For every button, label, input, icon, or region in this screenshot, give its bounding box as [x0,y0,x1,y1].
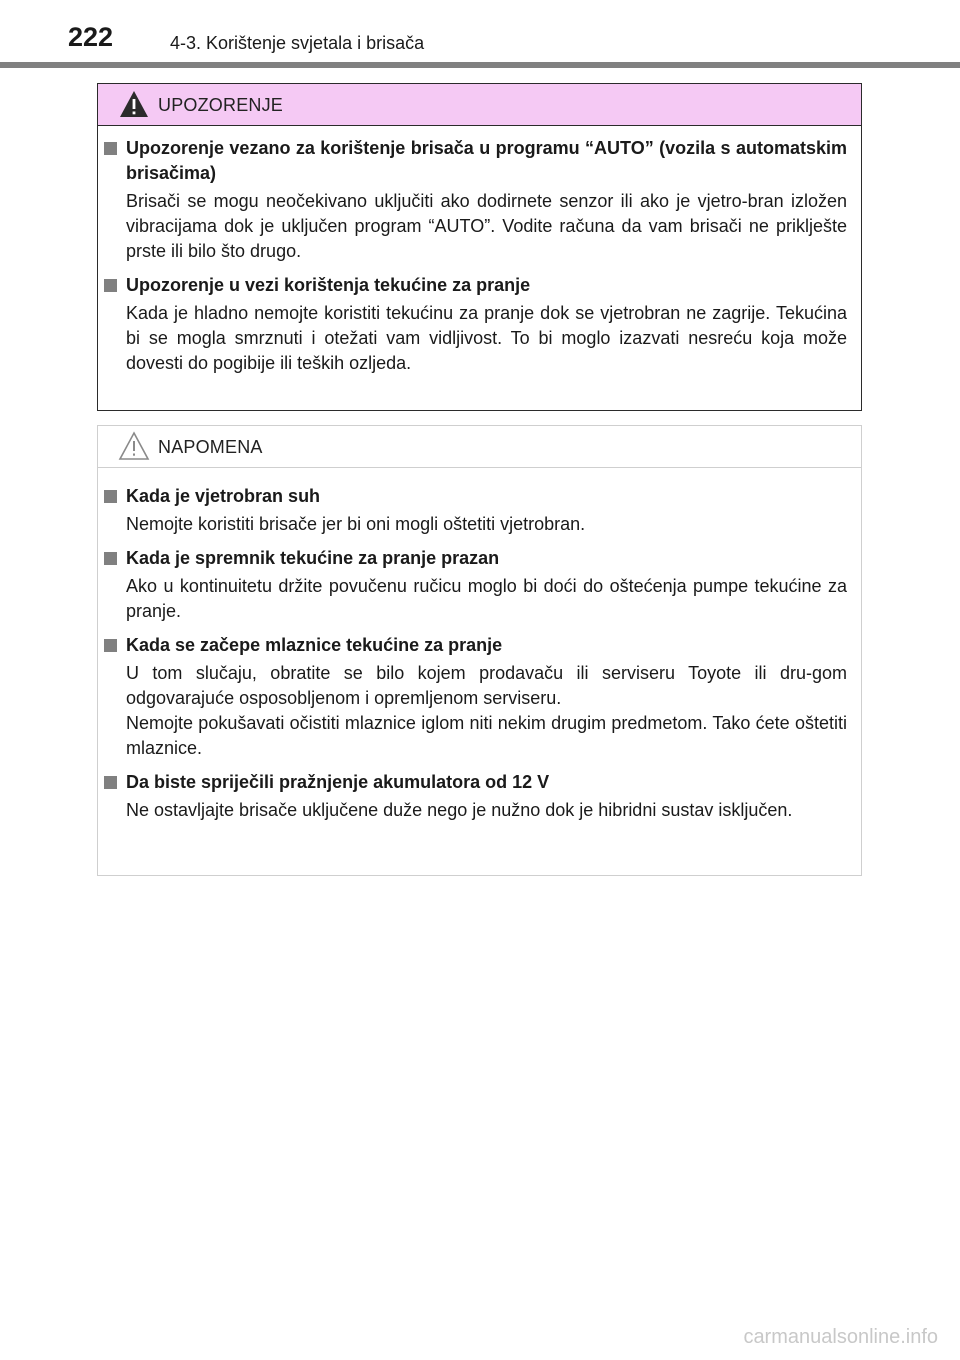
warning-item [104,136,847,264]
bullet-square-icon [104,142,117,155]
notice-header [98,426,861,468]
warning-box [97,83,862,411]
notice-body [98,468,861,823]
warning-item-text: Brisači se mogu neočekivano uključiti ako dodirnete senzor ili ako je vjetro-bran izložen vibracijama dok je uključen program “AUTO”. Vodite računa da vam brisači ne priklješte prste ili bilo što drugo. [126,191,847,261]
bullet-square-icon [104,552,117,565]
bullet-square-icon [104,776,117,789]
warning-item-title: Upozorenje u vezi korištenja tekućine za pranje [126,275,531,295]
section-title: 4-3. Korištenje svjetala i brisača [170,33,425,53]
notice-item [104,770,847,823]
warning-label: UPOZORENJE [158,95,284,115]
notice-item-text: U tom slučaju, obratite se bilo kojem prodavaču ili serviseru Toyote ili dru-gom odgovarajuće osposobljenom i opremljenom serviseru. [126,663,847,708]
bullet-square-icon [104,639,117,652]
page-header [0,0,960,70]
header-divider [0,62,960,68]
warning-triangle-filled-icon [118,89,150,119]
notice-item-title: Kada je spremnik tekućine za pranje prazan [126,548,500,568]
warning-item-text: Kada je hladno nemojte koristiti tekućinu za pranje dok se vjetrobran ne zagrije. Tekućina bi se mogla smrznuti i otežati vam vidljivost. To bi moglo izazvati nesreću koja može dovesti do pogibije ili teških ozljeda. [126,303,847,373]
warning-triangle-outline-icon [118,431,150,461]
notice-label: NAPOMENA [158,437,263,457]
bullet-square-icon [104,490,117,503]
notice-item-title: Kada je vjetrobran suh [126,486,321,506]
page-number: 222 [68,22,114,52]
notice-item-text: Ne ostavljajte brisače uključene duže nego je nužno dok je hibridni sustav isključen. [126,800,793,820]
notice-item-title: Kada se začepe mlaznice tekućine za pranje [126,635,503,655]
notice-item [104,484,847,537]
notice-item [104,633,847,761]
notice-item-text: Nemojte koristiti brisače jer bi oni mogli oštetiti vjetrobran. [126,514,586,534]
bullet-square-icon [104,279,117,292]
notice-item-title: Da biste spriječili pražnjenje akumulatora od 12 V [126,772,550,792]
watermark: carmanualsonline.info [743,1326,938,1348]
notice-box [97,425,862,876]
notice-item [104,546,847,624]
warning-header [98,84,861,126]
notice-item-text: Nemojte pokušavati očistiti mlaznice iglom niti nekim drugim predmetom. Tako ćete oštetiti mlaznice. [126,713,847,758]
warning-item-title: Upozorenje vezano za korištenje brisača u programu “AUTO” (vozila s automatskim brisačima) [126,138,847,183]
warning-item [104,273,847,376]
notice-item-text: Ako u kontinuitetu držite povučenu ručicu moglo bi doći do oštećenja pumpe tekućine za pranje. [126,576,847,621]
warning-body [98,126,861,376]
